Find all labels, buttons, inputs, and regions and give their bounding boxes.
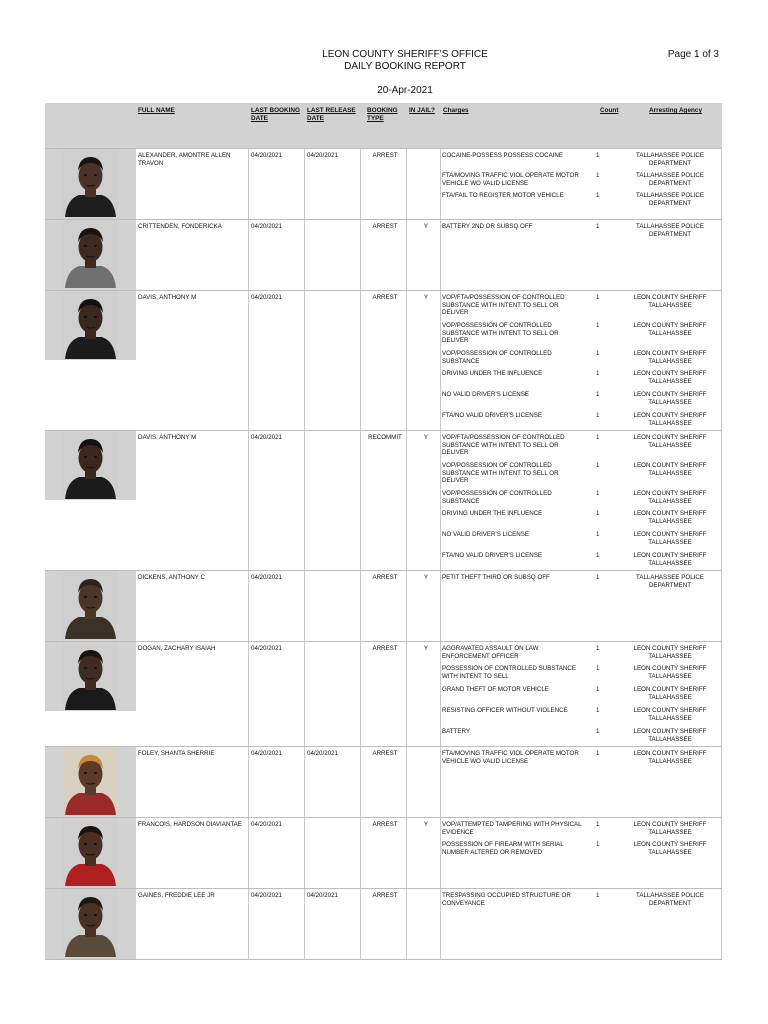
charge-text: FTA/NO VALID DRIVER'S LICENSE	[442, 552, 542, 559]
column-divider	[360, 220, 361, 290]
charge-text: PETIT THEFT THIRD OR SUBSQ OFF	[442, 574, 550, 581]
column-divider	[721, 889, 722, 959]
charge-text: GRAND THEFT OF MOTOR VEHICLE	[442, 686, 549, 693]
arresting-agency: LEON COUNTY SHERIFF TALLAHASSEE	[633, 821, 707, 836]
in-jail-flag: Y	[423, 434, 429, 441]
column-divider	[360, 571, 361, 641]
charge-text: FTA/NO VALID DRIVER'S LICENSE	[442, 412, 542, 419]
arresting-agency: LEON COUNTY SHERIFF TALLAHASSEE	[633, 462, 707, 477]
page-number: Page 1 of 3	[667, 49, 719, 60]
charge-count: 1	[596, 350, 600, 357]
in-jail-flag: Y	[423, 294, 429, 301]
column-divider	[440, 149, 441, 219]
charge-count: 1	[596, 531, 600, 538]
booking-type: ARREST	[372, 750, 398, 757]
charge-text: FTA/MOVING TRAFFIC VIOL OPERATE MOTOR VEHICLE WO VALID LICENSE	[442, 750, 579, 765]
charge-text: AGGRAVATED ASSAULT ON LAW ENFORCEMENT OFFICER	[442, 645, 539, 660]
booking-date: 04/20/2021	[251, 294, 282, 301]
table-bottom-border	[45, 959, 722, 960]
booking-photo	[63, 571, 118, 639]
column-divider	[304, 889, 305, 959]
column-divider	[248, 149, 249, 219]
report-date: 20-Apr-2021	[377, 85, 433, 96]
column-divider	[248, 220, 249, 290]
column-divider	[360, 642, 361, 746]
column-divider	[721, 818, 722, 888]
booking-date: 04/20/2021	[251, 434, 282, 441]
charge-text: VOP/POSSESSION OF CONTROLLED SUBSTANCE	[442, 350, 552, 365]
full-name: FRANCOIS, HARDSON DIAVIANTAE	[138, 821, 242, 828]
column-divider	[360, 149, 361, 219]
column-divider	[440, 291, 441, 430]
charge-text: POSSESSION OF CONTROLLED SUBSTANCE WITH INTENT TO SELL	[442, 665, 576, 680]
booking-type: ARREST	[372, 223, 398, 230]
arresting-agency: LEON COUNTY SHERIFF TALLAHASSEE	[633, 370, 707, 385]
charge-count: 1	[596, 172, 600, 179]
charge-count: 1	[596, 574, 600, 581]
charge-text: DRIVING UNDER THE INFLUENCE	[442, 370, 543, 377]
column-divider	[248, 431, 249, 570]
booking-photo	[63, 889, 118, 957]
arresting-agency: LEON COUNTY SHERIFF TALLAHASSEE	[633, 322, 707, 337]
booking-photo	[63, 149, 118, 217]
in-jail-flag: Y	[423, 574, 429, 581]
col-arresting-agency: Arresting Agency	[649, 107, 703, 114]
booking-record	[45, 430, 722, 570]
column-divider	[248, 818, 249, 888]
booking-record	[45, 746, 722, 817]
booking-photo	[63, 291, 118, 359]
charge-count: 1	[596, 370, 600, 377]
booking-type: ARREST	[372, 152, 398, 159]
charge-count: 1	[596, 707, 600, 714]
column-divider	[721, 431, 722, 570]
arresting-agency: TALLAHASSEE POLICE DEPARTMENT	[636, 892, 704, 907]
booking-record	[45, 290, 722, 430]
col-last-booking-date: LAST BOOKING DATE	[251, 107, 300, 122]
arresting-agency: TALLAHASSEE POLICE DEPARTMENT	[636, 152, 704, 167]
column-divider	[248, 291, 249, 430]
arresting-agency: LEON COUNTY SHERIFF TALLAHASSEE	[633, 510, 707, 525]
charge-count: 1	[596, 412, 600, 419]
arresting-agency: LEON COUNTY SHERIFF TALLAHASSEE	[633, 531, 707, 546]
photo-spacer	[45, 500, 136, 570]
column-divider	[248, 571, 249, 641]
column-divider	[406, 642, 407, 746]
column-divider	[360, 889, 361, 959]
arresting-agency: TALLAHASSEE POLICE DEPARTMENT	[636, 172, 704, 187]
booking-photo	[63, 642, 118, 710]
column-divider	[360, 818, 361, 888]
booking-type: RECOMMIT	[368, 434, 402, 441]
charge-count: 1	[596, 462, 600, 469]
booking-photo	[63, 431, 118, 499]
full-name: GAINES, FREDDIE LEE JR	[138, 892, 215, 899]
charge-text: VOP/FTA/POSSESSION OF CONTROLLED SUBSTANCE WITH INTENT TO SELL OR DELIVER	[442, 434, 565, 457]
in-jail-flag: Y	[423, 645, 429, 652]
in-jail-flag: Y	[423, 821, 429, 828]
charge-text: DRIVING UNDER THE INFLUENCE	[442, 510, 543, 517]
arresting-agency: TALLAHASSEE POLICE DEPARTMENT	[636, 192, 704, 207]
charge-count: 1	[596, 665, 600, 672]
table-body	[45, 148, 722, 960]
charge-text: POSSESSION OF FIREARM WITH SERIAL NUMBER ALTERED OR REMOVED	[442, 841, 564, 856]
column-divider	[440, 889, 441, 959]
booking-record	[45, 148, 722, 219]
booking-record	[45, 641, 722, 746]
column-divider	[360, 291, 361, 430]
office-name: LEON COUNTY SHERIFF'S OFFICE	[322, 49, 488, 60]
charge-text: VOP/ATTEMPTED TAMPERING WITH PHYSICAL EVIDENCE	[442, 821, 582, 836]
column-divider	[304, 291, 305, 430]
charge-text: NO VALID DRIVER'S LICENSE	[442, 391, 530, 398]
full-name: ALEXANDER, AMONTRE ALLEN TRAVON	[138, 152, 231, 167]
booking-date: 04/20/2021	[251, 223, 282, 230]
column-divider	[304, 431, 305, 570]
arresting-agency: LEON COUNTY SHERIFF TALLAHASSEE	[633, 552, 707, 567]
booking-type: ARREST	[372, 294, 398, 301]
column-divider	[360, 747, 361, 817]
booking-date: 04/20/2021	[251, 574, 282, 581]
col-charges: Charges	[443, 107, 469, 114]
charge-text: RESISTING OFFICER WITHOUT VIOLENCE	[442, 707, 568, 714]
release-date: 04/20/2021	[307, 750, 338, 757]
column-divider	[360, 431, 361, 570]
column-divider	[304, 642, 305, 746]
in-jail-flag: Y	[423, 223, 429, 230]
column-divider	[248, 642, 249, 746]
booking-record	[45, 817, 722, 888]
col-full-name: FULL NAME	[138, 107, 175, 114]
booking-photo	[63, 220, 118, 288]
charge-count: 1	[596, 892, 600, 899]
booking-date: 04/20/2021	[251, 152, 282, 159]
column-divider	[440, 642, 441, 746]
charge-text: VOP/POSSESSION OF CONTROLLED SUBSTANCE	[442, 490, 552, 505]
col-in-jail: IN JAIL?	[409, 107, 435, 114]
photo-spacer	[45, 360, 136, 430]
charge-text: VOP/POSSESSION OF CONTROLLED SUBSTANCE WITH INTENT TO SELL OR DELIVER	[442, 322, 559, 345]
arresting-agency: LEON COUNTY SHERIFF TALLAHASSEE	[633, 412, 707, 427]
charge-count: 1	[596, 728, 600, 735]
column-divider	[304, 747, 305, 817]
charge-count: 1	[596, 490, 600, 497]
booking-date: 04/20/2021	[251, 821, 282, 828]
arresting-agency: LEON COUNTY SHERIFF TALLAHASSEE	[633, 686, 707, 701]
column-divider	[304, 818, 305, 888]
charge-count: 1	[596, 223, 600, 230]
booking-record	[45, 888, 722, 959]
booking-type: ARREST	[372, 821, 398, 828]
column-divider	[440, 431, 441, 570]
arresting-agency: TALLAHASSEE POLICE DEPARTMENT	[636, 223, 704, 238]
arresting-agency: LEON COUNTY SHERIFF TALLAHASSEE	[633, 645, 707, 660]
charge-text: BATTERY 2ND OR SUBSQ OFF	[442, 223, 533, 230]
charge-text: VOP/POSSESSION OF CONTROLLED SUBSTANCE WITH INTENT TO SELL OR DELIVER	[442, 462, 559, 485]
column-divider	[304, 220, 305, 290]
booking-type: ARREST	[372, 574, 398, 581]
report-title: DAILY BOOKING REPORT	[344, 61, 466, 72]
table-header	[45, 103, 722, 148]
booking-photo	[63, 747, 118, 815]
booking-date: 04/20/2021	[251, 645, 282, 652]
col-count: Count	[600, 107, 619, 114]
arresting-agency: LEON COUNTY SHERIFF TALLAHASSEE	[633, 391, 707, 406]
booking-table	[45, 103, 722, 960]
booking-record	[45, 570, 722, 641]
arresting-agency: LEON COUNTY SHERIFF TALLAHASSEE	[633, 294, 707, 309]
booking-date: 04/20/2021	[251, 750, 282, 757]
full-name: DAVIS, ANTHONY M	[138, 294, 197, 301]
charge-count: 1	[596, 152, 600, 159]
column-divider	[248, 747, 249, 817]
arresting-agency: LEON COUNTY SHERIFF TALLAHASSEE	[633, 434, 707, 449]
charge-text: COCAINE-POSSESS POSSESS COCAINE	[442, 152, 564, 159]
arresting-agency: LEON COUNTY SHERIFF TALLAHASSEE	[633, 490, 707, 505]
booking-type: ARREST	[372, 645, 398, 652]
full-name: DAVIS, ANTHONY M	[138, 434, 197, 441]
charge-text: BATTERY	[442, 728, 470, 735]
full-name: DICKENS, ANTHONY C	[138, 574, 205, 581]
charge-count: 1	[596, 294, 600, 301]
booking-photo	[63, 818, 118, 886]
arresting-agency: LEON COUNTY SHERIFF TALLAHASSEE	[633, 350, 707, 365]
arresting-agency: LEON COUNTY SHERIFF TALLAHASSEE	[633, 750, 707, 765]
release-date: 04/20/2021	[307, 152, 338, 159]
charge-count: 1	[596, 552, 600, 559]
booking-type: ARREST	[372, 892, 398, 899]
col-last-release-date: LAST RELEASE DATE	[307, 107, 356, 122]
charge-count: 1	[596, 686, 600, 693]
column-divider	[406, 431, 407, 570]
charge-text: FTA/MOVING TRAFFIC VIOL OPERATE MOTOR VEHICLE WO VALID LICENSE	[442, 172, 579, 187]
arresting-agency: LEON COUNTY SHERIFF TALLAHASSEE	[633, 665, 707, 680]
charge-count: 1	[596, 510, 600, 517]
column-divider	[721, 291, 722, 430]
column-divider	[721, 747, 722, 817]
arresting-agency: TALLAHASSEE POLICE DEPARTMENT	[636, 574, 704, 589]
charge-text: NO VALID DRIVER'S LICENSE	[442, 531, 530, 538]
charge-count: 1	[596, 192, 600, 199]
release-date: 04/20/2021	[307, 892, 338, 899]
full-name: DOGAN, ZACHARY ISAIAH	[138, 645, 216, 652]
column-divider	[440, 747, 441, 817]
full-name: FOLEY, SHANTA SHERRIE	[138, 750, 215, 757]
column-divider	[721, 642, 722, 746]
column-divider	[406, 291, 407, 430]
charge-count: 1	[596, 434, 600, 441]
column-divider	[304, 149, 305, 219]
arresting-agency: LEON COUNTY SHERIFF TALLAHASSEE	[633, 707, 707, 722]
arresting-agency: LEON COUNTY SHERIFF TALLAHASSEE	[633, 728, 707, 743]
report-header	[250, 49, 560, 73]
charge-count: 1	[596, 645, 600, 652]
column-divider	[721, 571, 722, 641]
column-divider	[721, 220, 722, 290]
charge-count: 1	[596, 322, 600, 329]
charge-text: VOP/FTA/POSSESSION OF CONTROLLED SUBSTANCE WITH INTENT TO SELL OR DELIVER	[442, 294, 565, 317]
charge-count: 1	[596, 821, 600, 828]
column-divider	[304, 571, 305, 641]
column-divider	[721, 149, 722, 219]
arresting-agency: LEON COUNTY SHERIFF TALLAHASSEE	[633, 841, 707, 856]
booking-date: 04/20/2021	[251, 892, 282, 899]
column-divider	[248, 889, 249, 959]
charge-text: FTA/FAIL TO REGISTER MOTOR VEHICLE	[442, 192, 564, 199]
charge-count: 1	[596, 391, 600, 398]
charge-count: 1	[596, 750, 600, 757]
col-booking-type: BOOKING TYPE	[367, 107, 398, 122]
charge-count: 1	[596, 841, 600, 848]
booking-record	[45, 219, 722, 290]
charge-text: TRESPASSING OCCUPIED STRUCTURE OR CONVEYANCE	[442, 892, 571, 907]
full-name: CRITTENDEN, FONDERICKA	[138, 223, 222, 230]
photo-spacer	[45, 711, 136, 746]
